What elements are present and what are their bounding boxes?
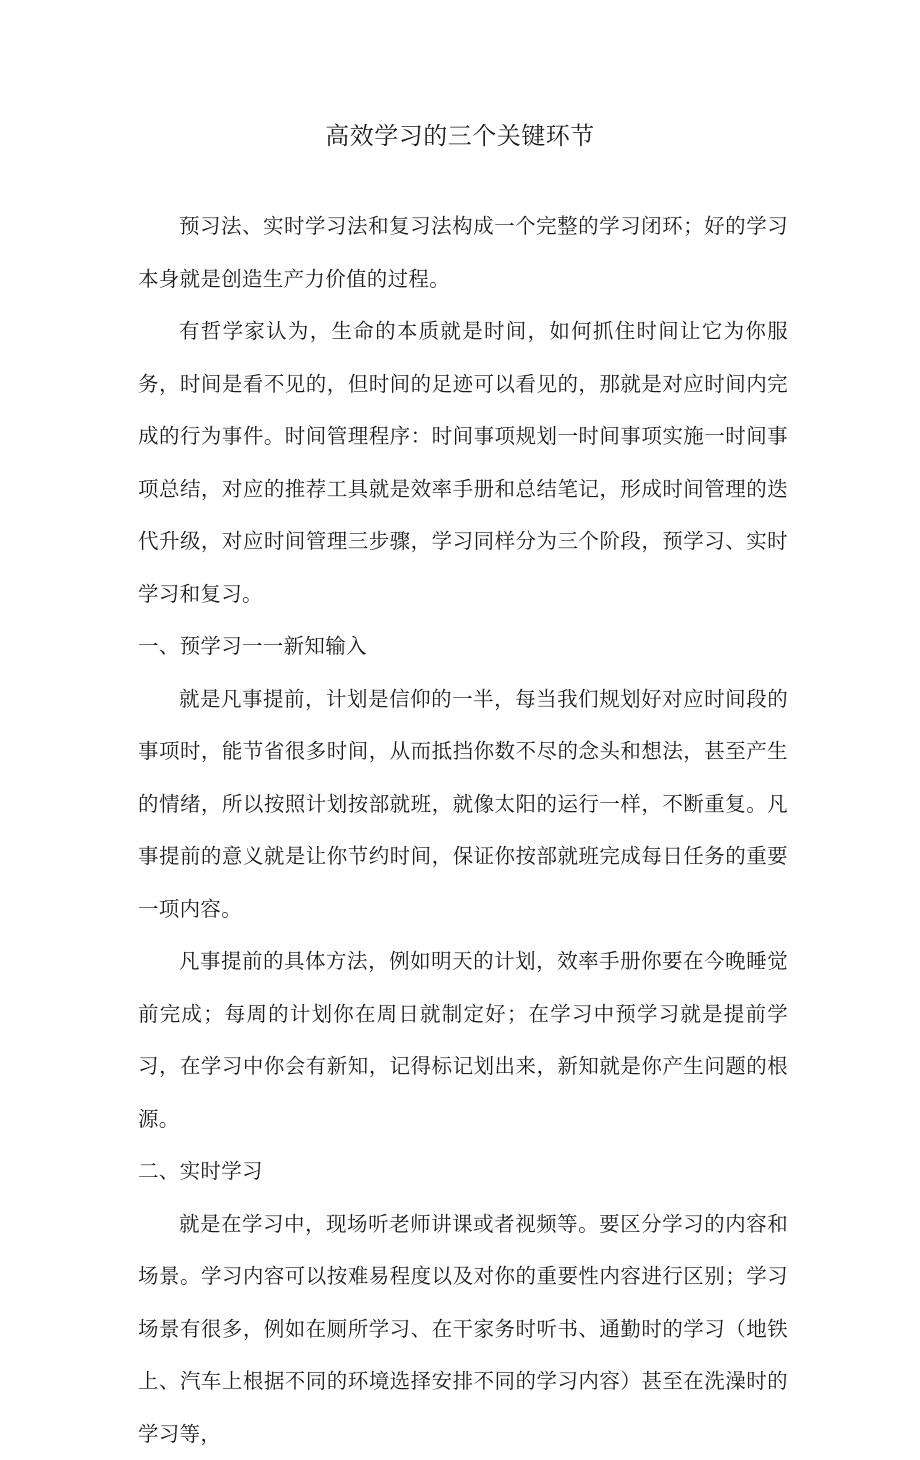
intro-paragraph: 预习法、实时学习法和复习法构成一个完整的学习闭环；好的学习本身就是创造生产力价值的过程。 bbox=[138, 200, 788, 305]
section-1-paragraph: 凡事提前的具体方法，例如明天的计划，效率手册你要在今晚睡觉前完成；每周的计划你在周日就制定好；在学习中预学习就是提前学习，在学习中你会有新知，记得标记划出来，新知就是你产生问题的根源。 bbox=[138, 935, 788, 1145]
section-1-paragraph: 就是凡事提前，计划是信仰的一半，每当我们规划好对应时间段的事项时，能节省很多时间，从而抵挡你数不尽的念头和想法，甚至产生的情绪，所以按照计划按部就班，就像太阳的运行一样，不断重复。凡事提前的意义就是让你节约时间，保证你按部就班完成每日任务的重要一项内容。 bbox=[138, 673, 788, 936]
document-title: 高效学习的三个关键环节 bbox=[0, 118, 920, 154]
section-2-heading: 二、实时学习 bbox=[138, 1145, 788, 1198]
time-management-paragraph: 有哲学家认为，生命的本质就是时间，如何抓住时间让它为你服务，时间是看不见的，但时间的足迹可以看见的，那就是对应时间内完成的行为事件。时间管理程序：时间事项规划一时间事项实施一时间事项总结，对应的推荐工具就是效率手册和总结笔记，形成时间管理的迭代升级，对应时间管理三步骤，学习同样分为三个阶段，预学习、实时学习和复习。 bbox=[138, 305, 788, 620]
document-body bbox=[138, 200, 788, 1460]
section-1-heading: 一、预学习一一新知输入 bbox=[138, 620, 788, 673]
section-2-paragraph: 就是在学习中，现场听老师讲课或者视频等。要区分学习的内容和场景。学习内容可以按难易程度以及对你的重要性内容进行区别；学习场景有很多，例如在厕所学习、在干家务时听书、通勤时的学习（地铁上、汽车上根据不同的环境选择安排不同的学习内容）甚至在洗澡时的学习等， bbox=[138, 1198, 788, 1460]
